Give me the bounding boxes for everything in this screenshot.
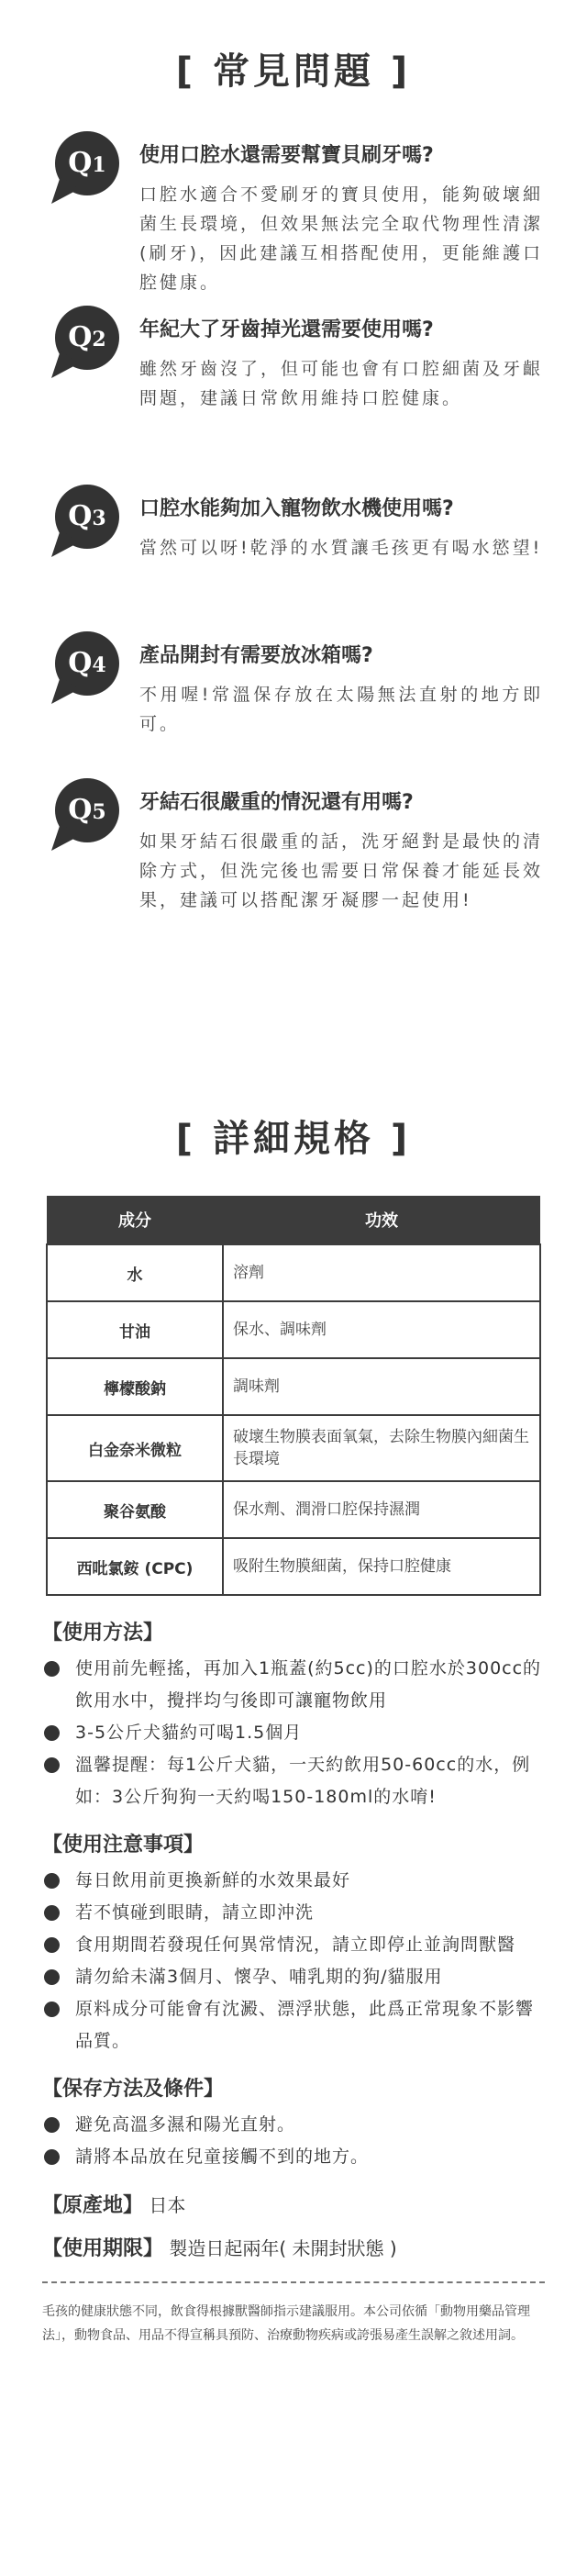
precaution-item: 食用期間若發現任何異常情況，請立即停止並詢問獸醫 xyxy=(42,1929,545,1961)
table-row xyxy=(47,1415,540,1481)
q-number: 2 xyxy=(92,328,106,351)
faq-item xyxy=(0,788,587,972)
expiry-label: 【使用期限】 xyxy=(42,2237,164,2260)
table-row xyxy=(47,1481,540,1538)
precaution-item: 原料成分可能會有沈澱、漂浮狀態，此爲正常現象不影響品質。 xyxy=(42,1993,545,2057)
divider xyxy=(42,2281,545,2283)
spec-table xyxy=(46,1196,541,1596)
origin-value: 日本 xyxy=(149,2194,186,2216)
precautions-section xyxy=(42,1830,545,2057)
precautions-title: 【使用注意事項】 xyxy=(42,1834,205,1857)
faq-question: 使用口腔水還需要幫寶貝刷牙嗎? xyxy=(139,144,434,167)
faq-question: 牙結石很嚴重的情況還有用嗎? xyxy=(139,791,414,814)
usage-title: 【使用方法】 xyxy=(42,1622,164,1645)
origin-row xyxy=(42,2190,545,2222)
expiry-row xyxy=(42,2233,545,2265)
q-badge-icon: Q4 xyxy=(48,630,127,708)
ingredient-effect: 破壞生物膜表面氧氣，去除生物膜內細菌生長環境 xyxy=(223,1415,540,1481)
usage-item: 3-5公斤犬貓約可喝1.5個月 xyxy=(42,1717,545,1749)
storage-item: 避免高溫多濕和陽光直射。 xyxy=(42,2109,545,2141)
faq-question: 年紀大了牙齒掉光還需要使用嗎? xyxy=(139,318,434,341)
faq-answer: 當然可以呀!乾淨的水質讓毛孩更有喝水慾望! xyxy=(139,538,543,558)
q-badge-icon: Q5 xyxy=(48,777,127,854)
precaution-item: 請勿給未滿3個月、懷孕、哺乳期的狗/貓服用 xyxy=(42,1961,545,1993)
table-row xyxy=(47,1244,540,1301)
q-number: 4 xyxy=(92,653,106,677)
storage-item: 請將本品放在兒童接觸不到的地方。 xyxy=(42,2141,545,2173)
storage-title: 【保存方法及條件】 xyxy=(42,2078,225,2101)
ingredient-effect: 吸附生物膜細菌，保持口腔健康 xyxy=(223,1538,540,1595)
table-row xyxy=(47,1538,540,1595)
faq-question: 產品開封有需要放冰箱嗎? xyxy=(139,644,373,667)
origin-label: 【原產地】 xyxy=(42,2194,144,2217)
usage-item: 溫馨提醒：每1公斤犬貓，一天約飲用50-60cc的水，例如：3公斤狗狗一天約喝150-180ml的水唷! xyxy=(42,1749,545,1813)
faq-item xyxy=(0,495,587,641)
usage-item: 使用前先輕搖，再加入1瓶蓋(約5cc)的口腔水於300cc的飲用水中，攪拌均勻後即可讓寵物飲用 xyxy=(42,1653,545,1717)
table-row xyxy=(47,1358,540,1415)
ingredient-name: 檸檬酸鈉 xyxy=(47,1358,223,1415)
storage-section xyxy=(42,2074,545,2173)
faq-answer: 如果牙結石很嚴重的話，洗牙絕對是最快的清除方式，但洗完後也需要日常保養才能延長效果，建議可以搭配潔牙凝膠一起使用! xyxy=(139,831,544,910)
q-number: 1 xyxy=(92,153,106,177)
ingredient-name: 水 xyxy=(47,1244,223,1301)
q-badge-icon: Q2 xyxy=(48,305,127,382)
spec-title: [ 詳細規格 ] xyxy=(175,1118,412,1160)
faq-item xyxy=(0,316,587,495)
q-number: 5 xyxy=(92,800,106,824)
ingredient-effect: 保水、調味劑 xyxy=(223,1301,540,1358)
faq-answer: 口腔水適合不愛刷牙的寶貝使用，能夠破壞細菌生長環境，但效果無法完全取代物理性清潔(刷牙)，因此建議互相搭配使用，更能維護口腔健康。 xyxy=(139,184,544,293)
faq-item xyxy=(0,141,587,316)
faq-answer: 不用喔!常溫保存放在太陽無法直射的地方即可。 xyxy=(139,685,543,734)
faq-question: 口腔水能夠加入寵物飲水機使用嗎? xyxy=(139,497,454,520)
q-number: 3 xyxy=(92,507,106,530)
ingredient-name: 白金奈米微粒 xyxy=(47,1415,223,1481)
ingredient-effect: 保水劑、潤滑口腔保持濕潤 xyxy=(223,1481,540,1538)
ingredient-name: 西吡氯銨 (CPC) xyxy=(47,1538,223,1595)
faq-list xyxy=(0,141,587,972)
disclaimer-text: 毛孩的健康狀態不同，飲食得根據獸醫師指示建議服用。本公司依循「動物用藥品管理法」，動物食品、用品不得宣稱具預防、治療動物疾病或誇張易產生誤解之敘述用詞。 xyxy=(42,2304,530,2343)
expiry-value: 製造日起兩年( 未開封狀態 ) xyxy=(169,2237,397,2259)
ingredient-name: 甘油 xyxy=(47,1301,223,1358)
faq-item xyxy=(0,641,587,788)
q-badge-icon: Q1 xyxy=(48,130,127,207)
usage-section xyxy=(42,1618,545,1813)
precaution-item: 每日飲用前更換新鮮的水效果最好 xyxy=(42,1865,545,1897)
ingredient-effect: 溶劑 xyxy=(223,1244,540,1301)
q-badge-icon: Q3 xyxy=(48,484,127,561)
ingredient-effect: 調味劑 xyxy=(223,1358,540,1415)
precaution-item: 若不慎碰到眼睛，請立即沖洗 xyxy=(42,1897,545,1929)
ingredient-name: 聚谷氨酸 xyxy=(47,1481,223,1538)
faq-title: [ 常見問題 ] xyxy=(175,50,412,93)
faq-answer: 雖然牙齒沒了，但可能也會有口腔細菌及牙齦問題，建議日常飲用維持口腔健康。 xyxy=(139,359,544,408)
table-header-ingredient: 成分 xyxy=(47,1196,223,1244)
table-row xyxy=(47,1301,540,1358)
table-header-effect: 功效 xyxy=(223,1196,540,1244)
